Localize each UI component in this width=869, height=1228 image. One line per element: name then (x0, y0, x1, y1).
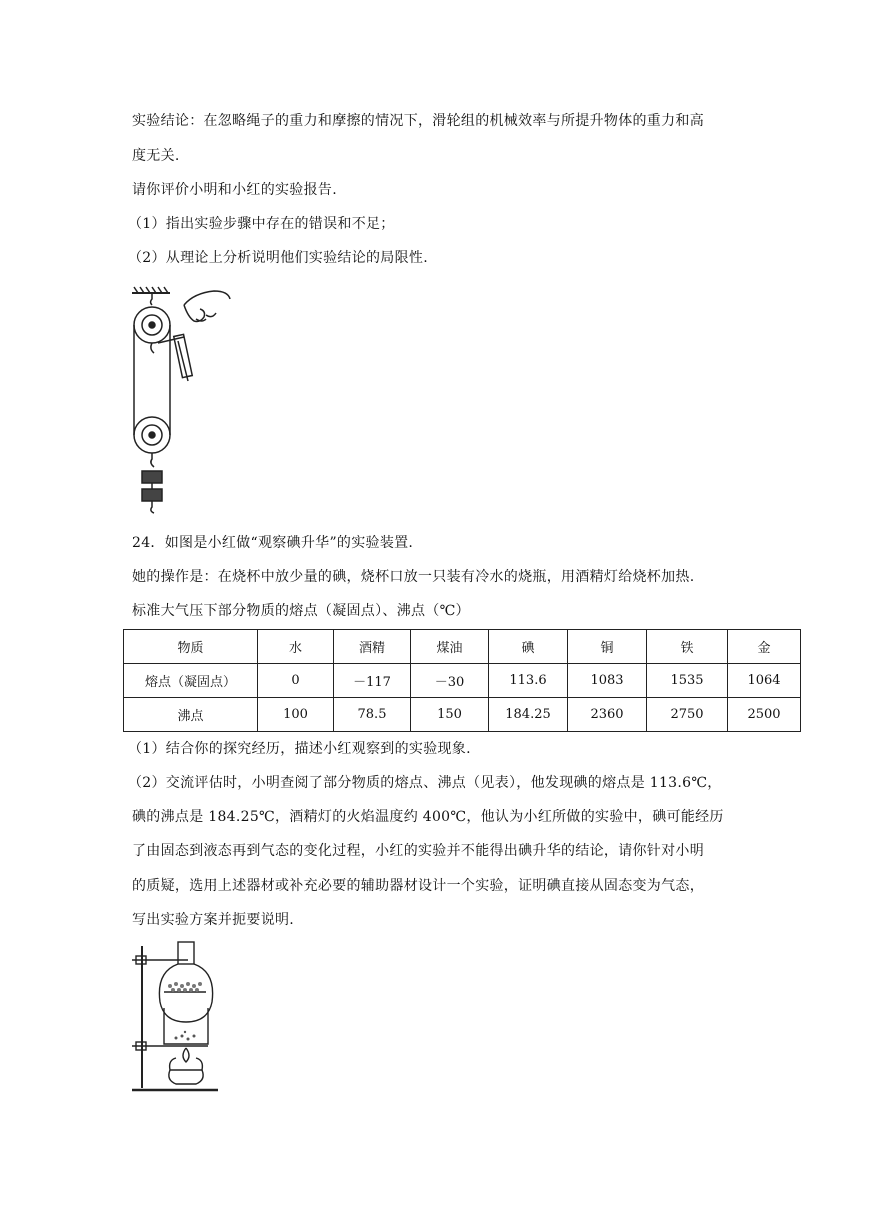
table-header-cell: 铁 (647, 630, 728, 664)
q24-sub2-line1: （2）交流评估时，小明查阅了部分物质的熔点、沸点（见表），他发现碘的熔点是 113.6℃， (128, 775, 722, 791)
table-cell: －30 (411, 664, 489, 698)
q24-sub2-line4: 的质疑，选用上述器材或补充必要的辅助器材设计一个实验，证明碘直接从固态变为气态， (132, 878, 704, 894)
table-cell: 0 (258, 664, 334, 698)
table-cell: 熔点（凝固点） (124, 664, 258, 698)
table-cell: 1083 (568, 664, 647, 698)
table-header-cell: 物质 (124, 630, 258, 664)
table-header-cell: 煤油 (411, 630, 489, 664)
table-cell: 沸点 (124, 698, 258, 732)
table-cell: 2750 (647, 698, 728, 732)
table-cell: 113.6 (489, 664, 568, 698)
table-cell: 2500 (728, 698, 801, 732)
table-header-cell: 金 (728, 630, 801, 664)
q24-sub2-line2: 碘的沸点是 184.25℃，酒精灯的火焰温度约 400℃，他认为小红所做的实验中，碘可能经历 (132, 809, 724, 825)
q24-table-caption: 标准大气压下部分物质的熔点（凝固点）、沸点（℃） (132, 603, 470, 619)
table-row (124, 664, 801, 698)
q23-sub1: （1）指出实验步骤中存在的错误和不足； (128, 216, 395, 232)
q24-title: 24．如图是小红做“观察碘升华”的实验装置. (132, 535, 414, 551)
q24-operation: 她的操作是：在烧杯中放少量的碘，烧杯口放一只装有冷水的烧瓶，用酒精灯给烧杯加热. (132, 569, 695, 585)
table-header-cell: 水 (258, 630, 334, 664)
table-cell: 1064 (728, 664, 801, 698)
table-cell: 2360 (568, 698, 647, 732)
melting-boiling-point-table (123, 629, 801, 732)
q23-conclusion-line1: 实验结论：在忽略绳子的重力和摩擦的情况下，滑轮组的机械效率与所提升物体的重力和高 (132, 113, 704, 129)
q24-sub2-line5: 写出实验方案并扼要说明. (132, 912, 295, 928)
q23-sub2: （2）从理论上分析说明他们实验结论的局限性. (128, 250, 428, 266)
table-cell: 100 (258, 698, 334, 732)
table-header-row (124, 630, 801, 664)
q24-sub2-line3: 了由固态到液态再到气态的变化过程，小红的实验并不能得出碘升华的结论，请你针对小明 (132, 843, 704, 859)
pulley-system-figure (126, 285, 236, 515)
table-header-cell: 碘 (489, 630, 568, 664)
table-cell: 150 (411, 698, 489, 732)
table-cell: 1535 (647, 664, 728, 698)
iodine-sublimation-apparatus-figure (130, 938, 226, 1094)
table-cell: 78.5 (334, 698, 411, 732)
q23-conclusion-line2: 度无关. (132, 148, 180, 164)
table-row (124, 698, 801, 732)
table-header-cell: 酒精 (334, 630, 411, 664)
table-header-cell: 铜 (568, 630, 647, 664)
table-cell: －117 (334, 664, 411, 698)
q23-prompt: 请你评价小明和小红的实验报告. (132, 182, 337, 198)
q24-sub1: （1）结合你的探究经历，描述小红观察到的实验现象. (128, 741, 471, 757)
table-cell: 184.25 (489, 698, 568, 732)
